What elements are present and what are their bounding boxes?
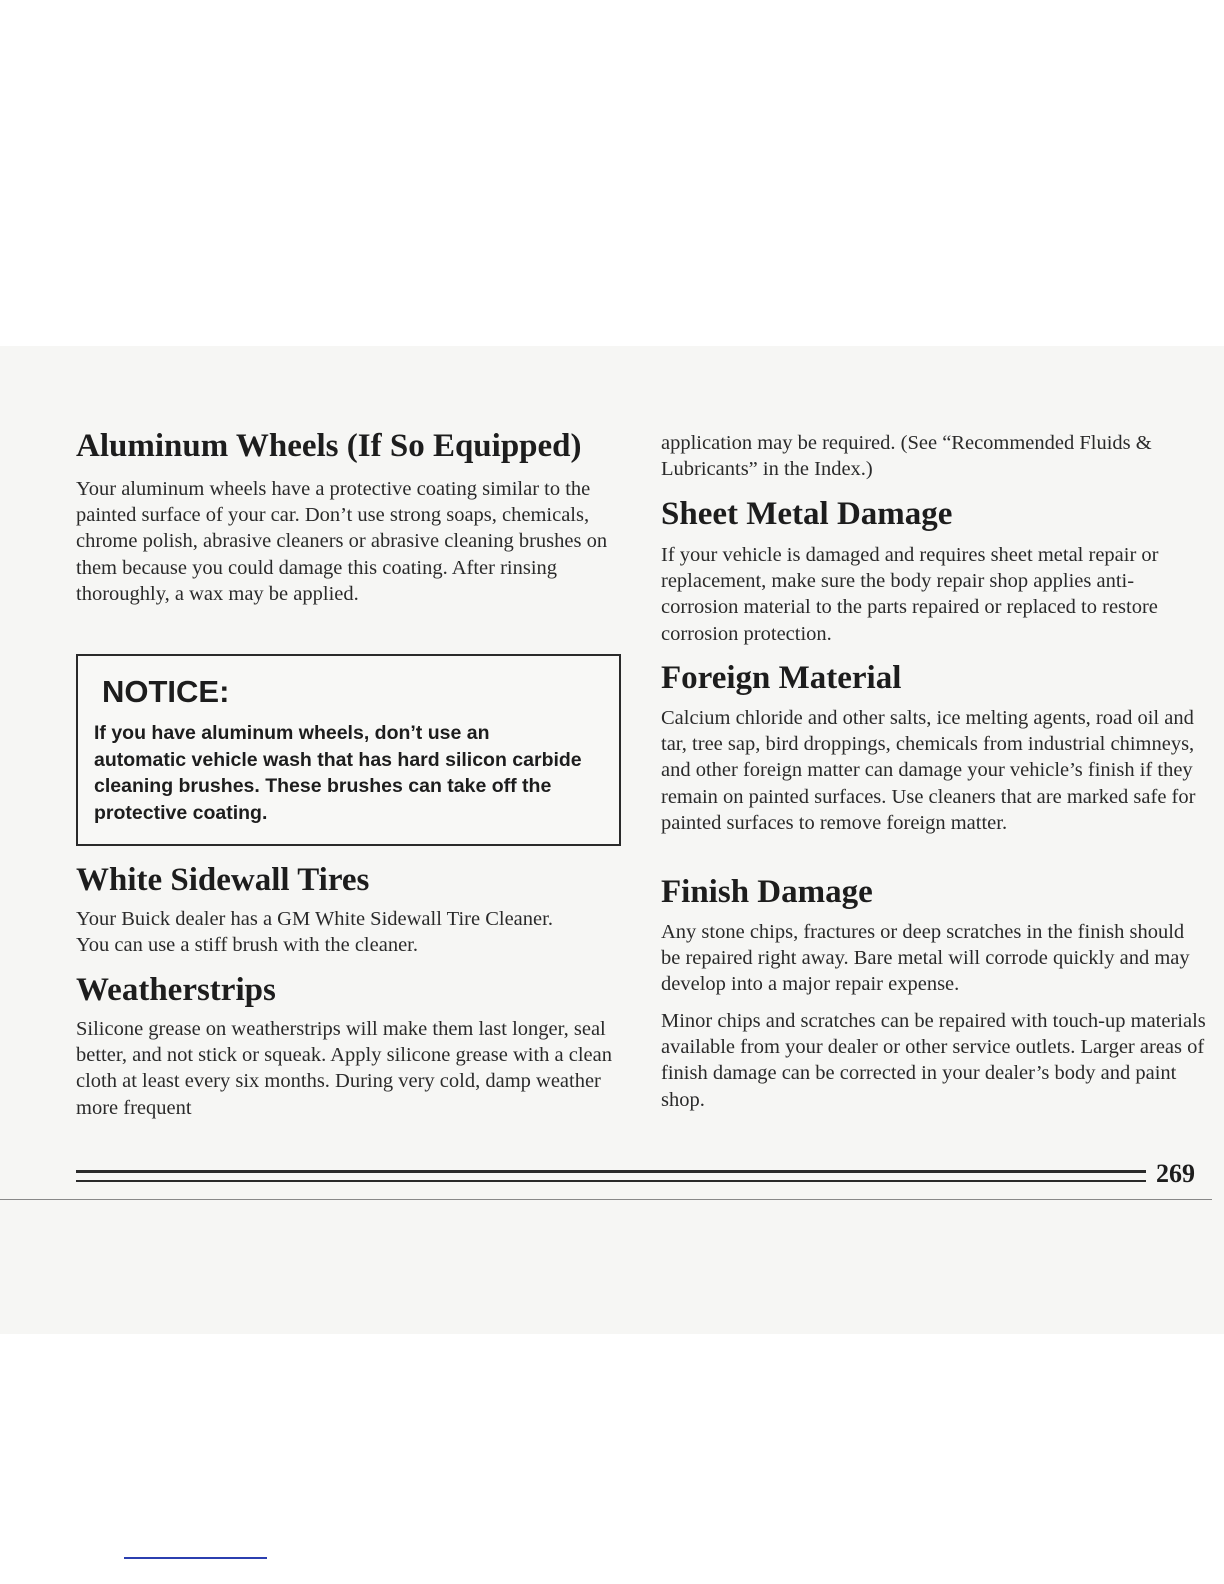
notice-text: If you have aluminum wheels, don’t use an automatic vehicle wash that has hard silicon carbide cleaning brushes. These brushes can take off the protective coating. [94, 722, 582, 824]
footnote-rule [124, 1557, 267, 1559]
paragraph-aluminum-wheels: Your aluminum wheels have a protective coating similar to the painted surface of your car. Don’t use strong soaps, chemicals, chrome polish, abrasive cleaners or abrasive cleaning brushes on them because you could damage this coating. After rinsing thoroughly, a wax may be applied. [76, 478, 608, 605]
heading-sheet-metal-damage: Sheet Metal Damage [661, 496, 953, 532]
paragraph-white-sidewall-tires: Your Buick dealer has a GM White Sidewall Tire Cleaner. You can use a stiff brush with the cleaner. [76, 908, 553, 957]
notice-title: NOTICE: [102, 674, 230, 709]
paragraph-foreign-material: Calcium chloride and other salts, ice melting agents, road oil and tar, tree sap, bird droppings, chemicals from industrial chimneys, and other foreign matter can damage your vehicle’s finish if they remain on painted surfaces. Use cleaners that are marked safe for painted surfaces to remove foreign matter. [661, 707, 1196, 834]
paragraph-finish-damage-1: Any stone chips, fractures or deep scratches in the finish should be repaired right away. Bare metal will corrode quickly and may develop into a major repair expense. [661, 921, 1190, 996]
heading-finish-damage: Finish Damage [661, 874, 873, 910]
paragraph-weatherstrips: Silicone grease on weatherstrips will make them last longer, seal better, and not stick or squeak. Apply silicone grease with a clean cloth at least every six months. During very cold, damp weather more frequent [76, 1018, 613, 1119]
notice-box [76, 654, 621, 846]
footer-rule-thick [76, 1170, 1146, 1173]
page-number: 269 [1156, 1159, 1195, 1188]
heading-aluminum-wheels: Aluminum Wheels (If So Equipped) [76, 428, 582, 464]
footer-rule-thin [76, 1180, 1146, 1182]
paragraph-finish-damage-2: Minor chips and scratches can be repaired with touch-up materials available from your dealer or other service outlets. Larger areas of finish damage can be corrected in your dealer’s body and paint shop. [661, 1010, 1206, 1111]
heading-weatherstrips: Weatherstrips [76, 972, 276, 1008]
footer-rule-edge [0, 1199, 1212, 1200]
heading-foreign-material: Foreign Material [661, 660, 902, 696]
paragraph-continued: application may be required. (See “Recommended Fluids & Lubricants” in the Index.) [661, 432, 1152, 481]
heading-white-sidewall-tires: White Sidewall Tires [76, 862, 370, 898]
paragraph-sheet-metal-damage: If your vehicle is damaged and requires sheet metal repair or replacement, make sure the body repair shop applies anti-corrosion material to the parts repaired or replaced to restore corrosion protection. [661, 544, 1159, 645]
